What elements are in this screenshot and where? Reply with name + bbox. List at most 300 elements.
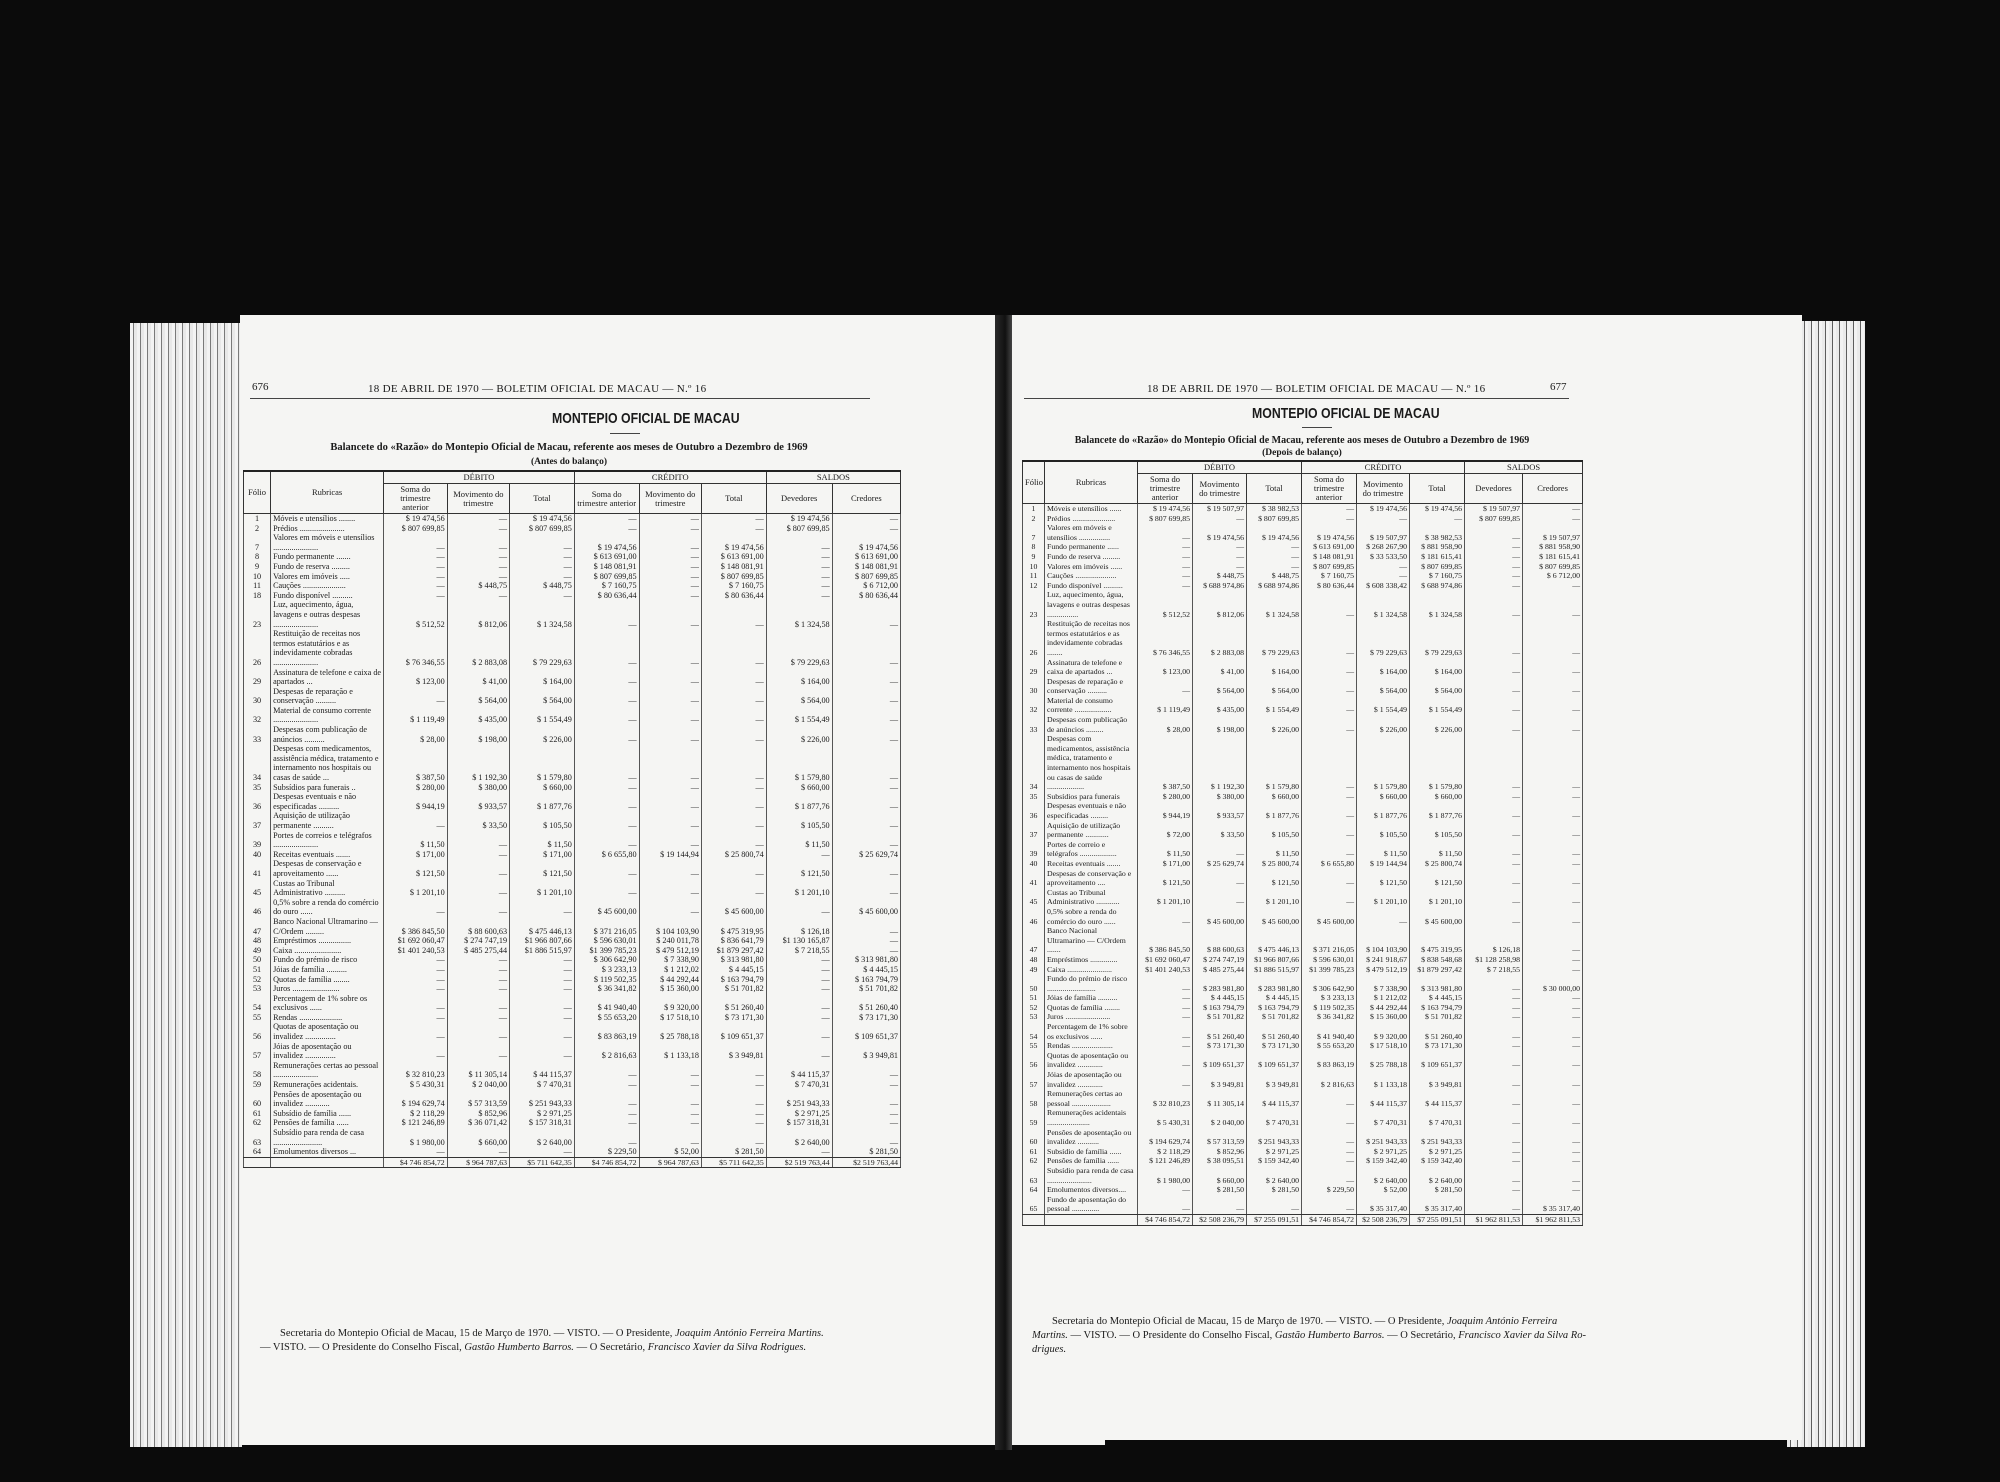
cell-movimento-credito: —: [639, 1080, 701, 1090]
col-soma-credito: Soma do trimestre anterior: [1302, 474, 1357, 504]
table-row: [1023, 1022, 1583, 1041]
cell-rubrica: Percentagem de 1% sobre os exclusivos ......: [271, 994, 384, 1013]
cell-soma-debito: $ 1 119,49: [1138, 696, 1193, 715]
cell-soma-credito: —: [574, 1090, 639, 1109]
cell-total-credito: $ 45 600,00: [701, 898, 766, 917]
cell-rubrica: Material de consumo corrente ...................: [1045, 696, 1138, 715]
cell-rubrica: Aquisição de utilização permanente ..........: [271, 811, 384, 830]
cell-total-debito: $ 475 446,13: [1247, 926, 1302, 955]
table-row: [1023, 840, 1583, 859]
cell-credores: $ 30 000,00: [1523, 974, 1583, 993]
cell-soma-credito: —: [1302, 792, 1357, 802]
total-devedores: $2 519 763,44: [766, 1157, 832, 1168]
table-row: [244, 1022, 901, 1041]
cell-soma-debito: $ 19 474,56: [1138, 504, 1193, 514]
cell-total-credito: $ 251 943,33: [1410, 1128, 1465, 1147]
col-total-credito: Total: [1410, 474, 1465, 504]
cell-soma-credito: —: [1302, 734, 1357, 792]
cell-soma-debito: $ 944,19: [1138, 801, 1193, 820]
cell-folio: 34: [1023, 734, 1045, 792]
total-soma-debito: $4 746 854,72: [384, 1157, 448, 1168]
table-row: [244, 706, 901, 725]
cell-movimento-credito: —: [639, 591, 701, 601]
cell-folio: 55: [244, 1013, 271, 1023]
title-rule: [610, 433, 640, 434]
cell-soma-debito: —: [384, 1147, 448, 1157]
cell-total-debito: $ 105,50: [1247, 821, 1302, 840]
cell-soma-credito: —: [1302, 1108, 1357, 1127]
cell-rubrica: Valores em imóveis .....: [271, 572, 384, 582]
cell-movimento-debito: —: [447, 591, 509, 601]
cell-folio: 26: [244, 629, 271, 667]
page-number: 677: [1550, 381, 1567, 393]
cell-credores: $ 181 615,41: [1523, 552, 1583, 562]
cell-movimento-credito: $ 2 971,25: [1357, 1147, 1410, 1157]
cell-credores: $ 6 712,00: [832, 581, 900, 591]
totals-row: [244, 1157, 901, 1168]
cell-soma-credito: $ 807 699,85: [574, 572, 639, 582]
cell-total-credito: $ 121,50: [1410, 869, 1465, 888]
cell-movimento-credito: —: [639, 552, 701, 562]
total-rubrica: [271, 1157, 384, 1168]
cell-credores: $ 51 701,82: [832, 984, 900, 994]
cell-soma-credito: —: [574, 879, 639, 898]
cell-credores: $ 45 600,00: [832, 898, 900, 917]
cell-total-credito: —: [701, 629, 766, 667]
cell-total-credito: $ 51 701,82: [701, 984, 766, 994]
cell-rubrica: Jóias de família ..........: [1045, 993, 1138, 1003]
cell-soma-debito: $ 28,00: [384, 725, 448, 744]
cell-soma-debito: $ 32 810,23: [1138, 1089, 1193, 1108]
cell-devedores: —: [1465, 792, 1523, 802]
cell-soma-debito: —: [1138, 1185, 1193, 1195]
table-row: [244, 581, 901, 591]
cell-movimento-credito: —: [639, 811, 701, 830]
cell-credores: —: [1523, 1147, 1583, 1157]
cell-rubrica: Móveis e utensílios ......: [1045, 504, 1138, 514]
cell-movimento-debito: $ 45 600,00: [1193, 907, 1247, 926]
cell-soma-debito: —: [384, 533, 448, 552]
cell-soma-credito: $1 399 785,23: [574, 946, 639, 956]
cell-rubrica: Despesas com publicação de anúncios .........: [1045, 715, 1138, 734]
cell-folio: 58: [1023, 1089, 1045, 1108]
cell-devedores: —: [766, 1022, 832, 1041]
cell-devedores: —: [1465, 869, 1523, 888]
cell-rubrica: Fundo de aposentação do pessoal ..............: [1045, 1195, 1138, 1215]
cell-total-credito: $ 313 981,80: [701, 955, 766, 965]
cell-folio: 49: [244, 946, 271, 956]
cell-credores: —: [1523, 715, 1583, 734]
cell-total-credito: $ 7 160,75: [701, 581, 766, 591]
cell-rubrica: Fundo permanente ......: [1045, 542, 1138, 552]
cell-total-debito: —: [510, 1147, 575, 1157]
cell-rubrica: Empréstimos ..............: [1045, 955, 1138, 965]
cell-soma-debito: —: [384, 687, 448, 706]
cell-movimento-credito: $ 19 474,56: [1357, 504, 1410, 514]
cell-rubrica: Portes de correio e telégrafos ...................: [1045, 840, 1138, 859]
col-folio: Fólio: [244, 471, 271, 514]
cell-soma-credito: —: [1302, 590, 1357, 619]
cell-soma-debito: —: [1138, 677, 1193, 696]
cell-movimento-debito: —: [447, 1042, 509, 1061]
cell-folio: 1: [244, 514, 271, 524]
table-row: [1023, 1089, 1583, 1108]
col-folio: Fólio: [1023, 461, 1045, 504]
cell-soma-debito: $ 76 346,55: [384, 629, 448, 667]
cell-folio: 52: [1023, 1003, 1045, 1013]
table-row: [244, 955, 901, 965]
cell-soma-debito: $ 72,00: [1138, 821, 1193, 840]
table-row: [1023, 821, 1583, 840]
cell-movimento-debito: $ 933,57: [1193, 801, 1247, 820]
cell-devedores: —: [766, 1147, 832, 1157]
col-credores: Credores: [832, 484, 900, 514]
cell-soma-debito: —: [1138, 907, 1193, 926]
cell-soma-debito: —: [384, 1042, 448, 1061]
cell-movimento-credito: —: [639, 1109, 701, 1119]
cell-devedores: —: [766, 552, 832, 562]
cell-movimento-debito: $ 933,57: [447, 792, 509, 811]
cell-soma-debito: $ 123,00: [1138, 658, 1193, 677]
cell-movimento-debito: $ 41,00: [1193, 658, 1247, 677]
cell-total-debito: $ 4 445,15: [1247, 993, 1302, 1003]
col-devedores: Devedores: [1465, 474, 1523, 504]
cell-soma-credito: —: [1302, 1166, 1357, 1185]
cell-soma-credito: —: [1302, 715, 1357, 734]
total-devedores: $1 962 811,53: [1465, 1214, 1523, 1225]
cell-soma-credito: $ 45 600,00: [574, 898, 639, 917]
col-total-credito: Total: [701, 484, 766, 514]
cell-soma-credito: $ 19 474,56: [1302, 523, 1357, 542]
cell-devedores: $ 121,50: [766, 859, 832, 878]
table-row: [1023, 1195, 1583, 1215]
table-row: [244, 562, 901, 572]
cell-total-debito: $ 2 640,00: [510, 1128, 575, 1147]
table-row: [244, 524, 901, 534]
cell-rubrica: Fundo de reserva .........: [1045, 552, 1138, 562]
cell-credores: —: [1523, 993, 1583, 1003]
cell-total-credito: $1 879 297,42: [701, 946, 766, 956]
table-row: [1023, 1156, 1583, 1166]
cell-soma-debito: —: [1138, 571, 1193, 581]
cell-movimento-debito: $ 73 171,30: [1193, 1041, 1247, 1051]
cell-folio: 30: [1023, 677, 1045, 696]
cell-devedores: —: [1465, 562, 1523, 572]
cell-devedores: $1 130 165,87: [766, 936, 832, 946]
cell-soma-debito: $ 121,50: [1138, 869, 1193, 888]
cell-total-debito: $ 1 877,76: [510, 792, 575, 811]
cell-soma-debito: —: [1138, 1041, 1193, 1051]
cell-total-debito: —: [1247, 542, 1302, 552]
cell-total-debito: $ 1 877,76: [1247, 801, 1302, 820]
cell-soma-debito: —: [384, 811, 448, 830]
cell-soma-credito: —: [574, 811, 639, 830]
cell-folio: 58: [244, 1061, 271, 1080]
cell-total-credito: $ 51 701,82: [1410, 1012, 1465, 1022]
cell-devedores: —: [766, 975, 832, 985]
cell-folio: 48: [1023, 955, 1045, 965]
cell-credores: $ 807 699,85: [832, 572, 900, 582]
cell-movimento-credito: $ 52,00: [639, 1147, 701, 1157]
cell-credores: —: [1523, 859, 1583, 869]
table-row: [1023, 677, 1583, 696]
cell-total-debito: $ 19 474,56: [510, 514, 575, 524]
cell-folio: 50: [1023, 974, 1045, 993]
cell-credores: —: [832, 879, 900, 898]
cell-devedores: —: [1465, 840, 1523, 859]
table-row: [244, 994, 901, 1013]
cell-soma-debito: —: [1138, 1070, 1193, 1089]
cell-rubrica: Luz, aquecimento, água, lavagens e outras despesas ......................: [271, 600, 384, 629]
cell-soma-debito: $ 123,00: [384, 668, 448, 687]
cell-movimento-debito: $ 41,00: [447, 668, 509, 687]
cell-total-debito: $1 966 807,66: [510, 936, 575, 946]
cell-folio: 45: [244, 879, 271, 898]
cell-total-credito: $ 79 229,63: [1410, 619, 1465, 657]
col-movimento-debito: Movimento do trimestre: [447, 484, 509, 514]
cell-movimento-debito: $ 812,06: [447, 600, 509, 629]
table-row: [244, 725, 901, 744]
cell-movimento-debito: $ 2 040,00: [1193, 1108, 1247, 1127]
cell-movimento-debito: $ 2 883,08: [1193, 619, 1247, 657]
cell-devedores: —: [1465, 1156, 1523, 1166]
cell-movimento-credito: $ 9 320,00: [1357, 1022, 1410, 1041]
cell-movimento-debito: $ 198,00: [1193, 715, 1247, 734]
cell-movimento-credito: $ 1 877,76: [1357, 801, 1410, 820]
cell-movimento-debito: —: [447, 533, 509, 552]
table-row: [244, 946, 901, 956]
cell-movimento-debito: $ 281,50: [1193, 1185, 1247, 1195]
cell-total-credito: $ 159 342,40: [1410, 1156, 1465, 1166]
cell-rubrica: Pensões de aposentação ou invalidez ............: [271, 1090, 384, 1109]
cell-movimento-debito: $ 33,50: [447, 811, 509, 830]
cell-soma-credito: —: [1302, 821, 1357, 840]
cell-folio: 9: [244, 562, 271, 572]
cell-movimento-debito: —: [447, 850, 509, 860]
cell-devedores: —: [1465, 619, 1523, 657]
cell-soma-debito: —: [384, 591, 448, 601]
cell-total-debito: $ 448,75: [510, 581, 575, 591]
cell-folio: 51: [244, 965, 271, 975]
cell-total-credito: $ 881 958,90: [1410, 542, 1465, 552]
cell-soma-debito: $1 692 060,47: [384, 936, 448, 946]
cell-total-debito: —: [510, 562, 575, 572]
cell-rubrica: Despesas de conservação e aproveitamento ....: [1045, 869, 1138, 888]
cell-rubrica: Despesas eventuais e não especificadas ..........: [271, 792, 384, 811]
cell-credores: $ 19 507,97: [1523, 523, 1583, 542]
book-gutter: [995, 315, 1012, 1450]
cell-soma-debito: —: [1138, 552, 1193, 562]
footer-place-date: Secretaria do Montepio Oficial de Macau, 15 de Março de 1970. — VISTO. — O Presidente,: [1052, 1316, 1445, 1327]
cell-total-credito: $ 25 800,74: [701, 850, 766, 860]
page-subtitle-note: (Depois de balanço): [1262, 448, 1342, 458]
cell-total-credito: —: [701, 859, 766, 878]
table-row: [1023, 734, 1583, 792]
cell-total-credito: $ 688 974,86: [1410, 581, 1465, 591]
total-folio: [244, 1157, 271, 1168]
cell-folio: 7: [1023, 523, 1045, 542]
cell-movimento-credito: —: [639, 1061, 701, 1080]
cell-devedores: $ 105,50: [766, 811, 832, 830]
table-row: [244, 744, 901, 782]
cell-total-debito: $ 251 943,33: [1247, 1128, 1302, 1147]
cell-rubrica: Custas ao Tribunal Administrativo ............: [1045, 888, 1138, 907]
cell-soma-credito: $ 596 630,01: [574, 936, 639, 946]
table-row: [1023, 869, 1583, 888]
cell-folio: 10: [244, 572, 271, 582]
footer-secretary-name-cont: drigues.: [1032, 1344, 1067, 1355]
cell-credores: $ 25 629,74: [832, 850, 900, 860]
cell-soma-debito: $1 401 240,53: [1138, 965, 1193, 975]
cell-movimento-credito: $ 79 229,63: [1357, 619, 1410, 657]
cell-soma-debito: —: [1138, 1051, 1193, 1070]
cell-total-credito: —: [701, 1061, 766, 1080]
cell-movimento-debito: $ 1 192,30: [447, 744, 509, 782]
cell-movimento-credito: —: [639, 879, 701, 898]
cell-movimento-credito: —: [639, 533, 701, 552]
cell-soma-debito: $ 807 699,85: [384, 524, 448, 534]
cell-folio: 63: [1023, 1166, 1045, 1185]
cell-soma-credito: —: [574, 1128, 639, 1147]
cell-soma-credito: —: [574, 668, 639, 687]
cell-movimento-credito: —: [639, 562, 701, 572]
cell-folio: 64: [244, 1147, 271, 1157]
cell-movimento-credito: —: [1357, 514, 1410, 524]
cell-devedores: —: [766, 850, 832, 860]
cell-movimento-debito: $ 36 071,42: [447, 1118, 509, 1128]
cell-soma-credito: —: [574, 792, 639, 811]
cell-credores: $ 51 260,40: [832, 994, 900, 1013]
cell-movimento-credito: —: [1357, 907, 1410, 926]
cell-total-debito: —: [510, 1042, 575, 1061]
cell-total-debito: $ 79 229,63: [1247, 619, 1302, 657]
cell-credores: —: [832, 811, 900, 830]
table-row: [1023, 504, 1583, 514]
cell-total-credito: $ 3 949,81: [701, 1042, 766, 1061]
cell-rubrica: Aquisição de utilização permanente ............: [1045, 821, 1138, 840]
cell-movimento-debito: —: [1193, 552, 1247, 562]
cell-soma-debito: $ 807 699,85: [1138, 514, 1193, 524]
cell-devedores: —: [1465, 1108, 1523, 1127]
cell-movimento-credito: $ 19 507,97: [1357, 523, 1410, 542]
cell-folio: 62: [244, 1118, 271, 1128]
cell-rubrica: Jóias de família ..........: [271, 965, 384, 975]
cell-devedores: —: [766, 1042, 832, 1061]
cell-soma-credito: $ 306 642,90: [574, 955, 639, 965]
cell-total-debito: $ 3 949,81: [1247, 1070, 1302, 1089]
cell-movimento-debito: $ 25 629,74: [1193, 859, 1247, 869]
cell-soma-debito: $ 944,19: [384, 792, 448, 811]
table-row: [244, 572, 901, 582]
cell-credores: —: [832, 687, 900, 706]
cell-soma-credito: —: [574, 831, 639, 850]
cell-soma-debito: $ 76 346,55: [1138, 619, 1193, 657]
cell-total-debito: $ 1 201,10: [1247, 888, 1302, 907]
cell-credores: —: [1523, 792, 1583, 802]
cell-soma-credito: $ 613 691,00: [574, 552, 639, 562]
cell-movimento-credito: $ 121,50: [1357, 869, 1410, 888]
cell-rubrica: Quotas de família ........: [271, 975, 384, 985]
cell-credores: $ 4 445,15: [832, 965, 900, 975]
cell-movimento-credito: $ 1 579,80: [1357, 734, 1410, 792]
cell-soma-debito: $ 194 629,74: [1138, 1128, 1193, 1147]
cell-credores: —: [832, 514, 900, 524]
cell-total-debito: $1 966 807,66: [1247, 955, 1302, 965]
cell-rubrica: Valores em móveis e utensílios ......................: [271, 533, 384, 552]
cell-credores: —: [1523, 821, 1583, 840]
cell-devedores: —: [1465, 1003, 1523, 1013]
cell-credores: $ 6 712,00: [1523, 571, 1583, 581]
cell-movimento-debito: $ 2 040,00: [447, 1080, 509, 1090]
cell-soma-credito: $ 36 341,82: [574, 984, 639, 994]
cell-movimento-credito: $ 17 518,10: [1357, 1041, 1410, 1051]
cell-folio: 57: [244, 1042, 271, 1061]
cell-soma-debito: $ 2 118,29: [1138, 1147, 1193, 1157]
table-row: [244, 552, 901, 562]
cell-movimento-debito: $ 19 507,97: [1193, 504, 1247, 514]
cell-credores: —: [1523, 1128, 1583, 1147]
cell-total-credito: —: [701, 668, 766, 687]
cell-folio: 41: [1023, 869, 1045, 888]
cell-soma-credito: —: [1302, 514, 1357, 524]
group-debito: DÉBITO: [384, 471, 575, 484]
cell-credores: —: [1523, 888, 1583, 907]
cell-devedores: —: [1465, 1195, 1523, 1215]
cell-soma-debito: —: [384, 965, 448, 975]
cell-rubrica: Material de consumo corrente ......................: [271, 706, 384, 725]
cell-rubrica: Subsídios para funerais ..: [271, 783, 384, 793]
cell-folio: 40: [244, 850, 271, 860]
cell-total-debito: $ 11,50: [1247, 840, 1302, 859]
cell-folio: 37: [244, 811, 271, 830]
cell-total-credito: —: [701, 687, 766, 706]
cell-movimento-debito: —: [447, 1147, 509, 1157]
cell-soma-credito: $ 2 816,63: [574, 1042, 639, 1061]
cell-folio: 18: [244, 591, 271, 601]
cell-devedores: —: [1465, 907, 1523, 926]
cell-credores: —: [1523, 955, 1583, 965]
cell-folio: 32: [1023, 696, 1045, 715]
cell-soma-credito: —: [1302, 840, 1357, 859]
cell-folio: 11: [244, 581, 271, 591]
cell-total-credito: $ 1 201,10: [1410, 888, 1465, 907]
cell-credores: $ 3 949,81: [832, 1042, 900, 1061]
cell-movimento-debito: —: [447, 572, 509, 582]
cell-total-debito: $ 44 115,37: [510, 1061, 575, 1080]
cell-devedores: —: [766, 581, 832, 591]
cell-rubrica: Receitas eventuais .......: [271, 850, 384, 860]
cell-soma-credito: —: [574, 600, 639, 629]
cell-total-debito: —: [510, 552, 575, 562]
cell-devedores: —: [1465, 859, 1523, 869]
cell-rubrica: Prédios ......................: [271, 524, 384, 534]
cell-soma-debito: $ 387,50: [1138, 734, 1193, 792]
cell-total-credito: $ 19 474,56: [1410, 504, 1465, 514]
table-row: [1023, 562, 1583, 572]
cell-soma-credito: —: [574, 1080, 639, 1090]
cell-total-debito: —: [510, 1022, 575, 1041]
table-row: [1023, 792, 1583, 802]
cell-folio: 2: [244, 524, 271, 534]
cell-folio: 10: [1023, 562, 1045, 572]
cell-rubrica: Emolumentos diversos....: [1045, 1185, 1138, 1195]
cell-total-credito: —: [701, 744, 766, 782]
cell-total-debito: —: [1247, 552, 1302, 562]
cell-soma-debito: $ 194 629,74: [384, 1090, 448, 1109]
cell-movimento-debito: $ 2 883,08: [447, 629, 509, 667]
cell-movimento-credito: $ 35 317,40: [1357, 1195, 1410, 1215]
cell-movimento-debito: $ 660,00: [447, 1128, 509, 1147]
